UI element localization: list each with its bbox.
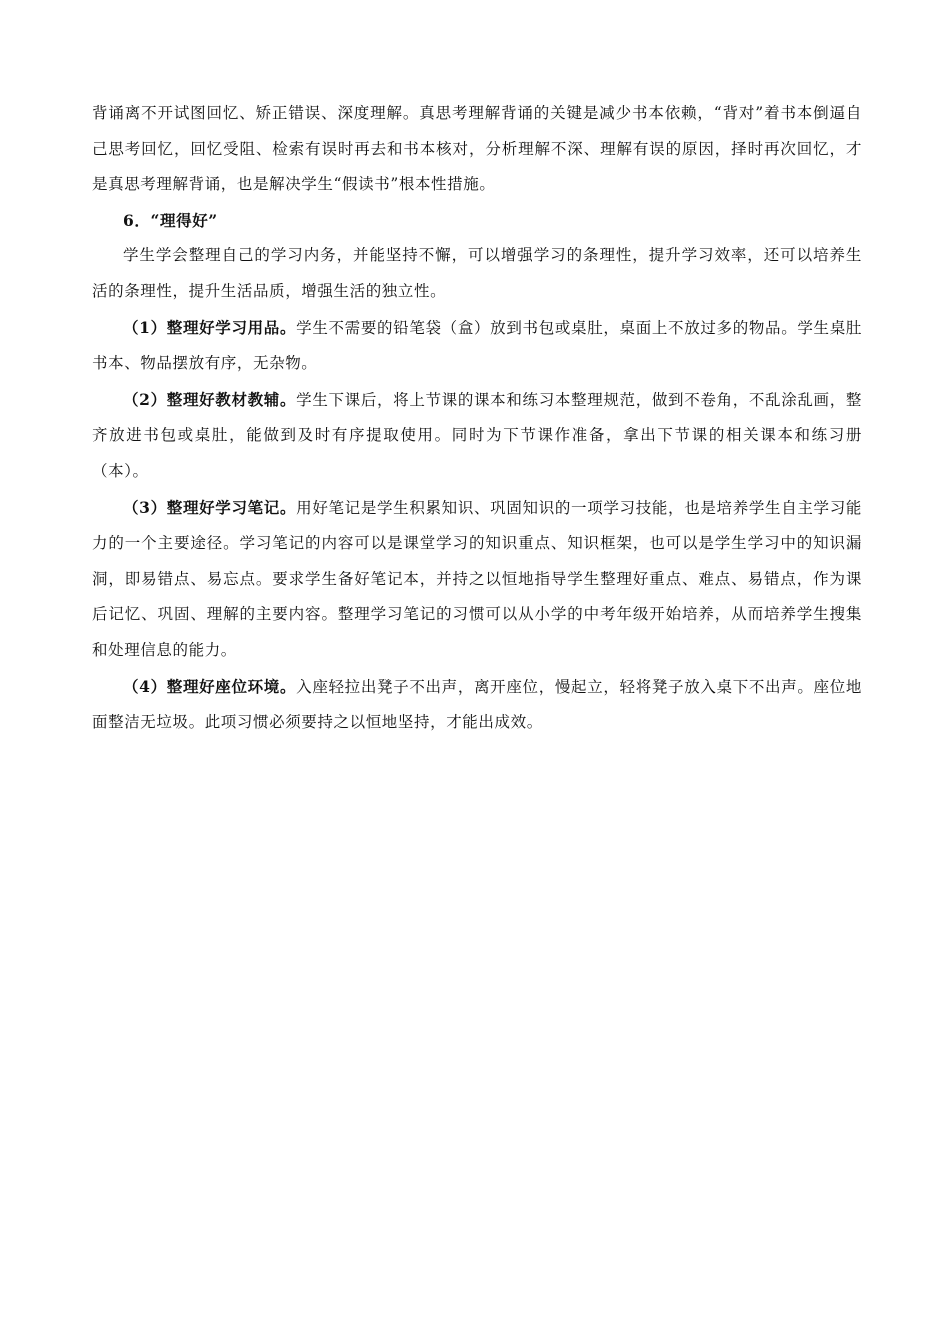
paragraph-recitation: 背诵离不开试图回忆、矫正错误、深度理解。真思考理解背诵的关键是减少书本依赖，“背对”着书本倒逼自己思考回忆，回忆受阻、检索有误时再去和书本核对，分析理解不深、理解有误的原因，择时再次回忆，才是真思考理解背诵，也是解决学生“假读书”根本性措施。 xyxy=(92,104,862,194)
section-heading-6: 6．“理得好” xyxy=(123,210,218,230)
paragraph-seat-lead: （4）整理好座位环境。 xyxy=(123,676,297,696)
paragraph-textbooks-lead: （2）整理好教材教辅。 xyxy=(123,389,297,409)
paragraph-notes-lead: （3）整理好学习笔记。 xyxy=(123,497,297,517)
paragraph-seat-body: 入座轻拉出凳子不出声，离开座位，慢起立，轻将凳子放入桌下不出声。座位地面整洁无垃圾。此项习惯必须要持之以恒地坚持，才能出成效。 xyxy=(92,677,862,732)
paragraph-textbooks-body: 学生下课后，将上节课的课本和练习本整理规范，做到不卷角，不乱涂乱画，整齐放进书包或桌肚，能做到及时有序提取使用。同时为下节课作准备，拿出下节课的相关课本和练习册（本）。 xyxy=(92,390,862,480)
paragraph-supplies xyxy=(92,310,862,382)
paragraph-notes-body: 用好笔记是学生积累知识、巩固知识的一项学习技能，也是培养学生自主学习能力的一个主要途径。学习笔记的内容可以是课堂学习的知识重点、知识框架，也可以是学生学习中的知识漏洞，即易错点、易忘点。要求学生备好笔记本，并持之以恒地指导学生整理好重点、难点、易错点，作为课后记忆、巩固、理解的主要内容。整理学习笔记的习惯可以从小学的中考年级开始培养，从而培养学生搜集和处理信息的能力。 xyxy=(92,498,862,659)
paragraph-supplies-lead: （1）整理好学习用品。 xyxy=(123,317,297,337)
document-page xyxy=(92,96,862,741)
paragraph-intro: 学生学会整理自己的学习内务，并能坚持不懈，可以增强学习的条理性，提升学习效率，还可以培养生活的条理性，提升生活品质，增强生活的独立性。 xyxy=(92,246,862,300)
paragraph-textbooks xyxy=(92,382,862,490)
paragraph-supplies-body: 学生不需要的铅笔袋（盒）放到书包或桌肚，桌面上不放过多的物品。学生桌肚书本、物品摆放有序，无杂物。 xyxy=(92,318,862,373)
paragraph-seat xyxy=(92,669,862,741)
paragraph-notes xyxy=(92,490,862,669)
